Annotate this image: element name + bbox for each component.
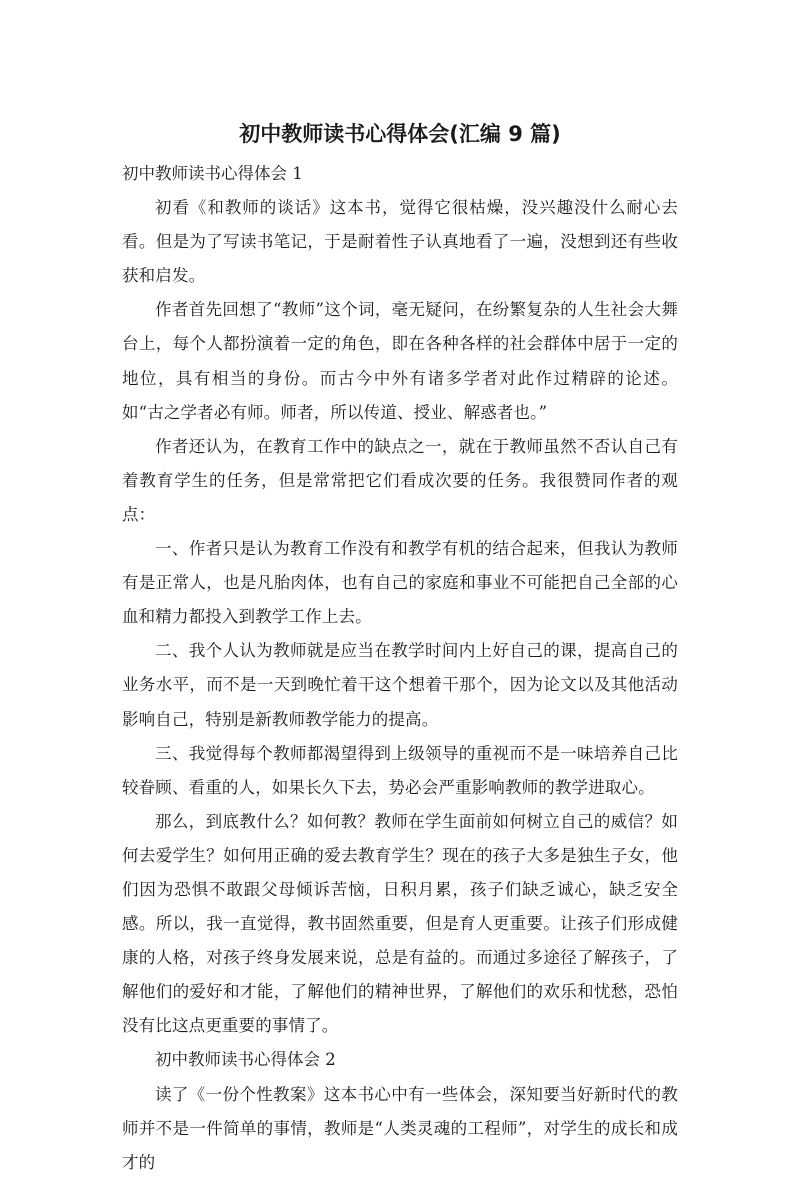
paragraph: 那么，到底教什么？如何教？教师在学生面前如何树立自己的威信？如何去爱学生？如何用正确的爱去教育学生？现在的孩子大多是独生子女，他们因为恐惧不敢跟父母倾诉苦恼，日积月累，孩子们缺乏诚心，缺乏安全感。所以，我一直觉得，教书固然重要，但是育人更重要。让孩子们形成健康的人格，对孩子终身发展来说，总是有益的。而通过多途径了解孩子，了解他们的爱好和才能，了解他们的精神世界，了解他们的欢乐和忧愁，恐怕没有比这点更重要的事情了。 — [122, 811, 678, 1036]
paragraph: 三、我觉得每个教师都渴望得到上级领导的重视而不是一味培养自己比较眷顾、看重的人，如果长久下去，势必会严重影响教师的教学进取心。 — [122, 743, 678, 797]
section-heading-1: 初中教师读书心得体会 1 — [122, 164, 303, 183]
paragraph: 初看《和教师的谈话》这本书，觉得它很枯燥，没兴趣没什么耐心去看。但是为了写读书笔记，于是耐着性子认真地看了一遍，没想到还有些收获和启发。 — [122, 198, 678, 286]
paragraph: 读了《一份个性教案》这本书心中有一些体会，深知要当好新时代的教师并不是一件简单的事情，教师是“人类灵魂的工程师”，对学生的成长和成才的 — [122, 1084, 678, 1172]
paragraph: 一、作者只是认为教育工作没有和教学有机的结合起来，但我认为教师有是正常人，也是凡胎肉体，也有自己的家庭和事业不可能把自己全部的心血和精力都投入到教学工作上去。 — [122, 539, 678, 627]
paragraph: 作者首先回想了“教师”这个词，毫无疑问，在纷繁复杂的人生社会大舞台上，每个人都扮演着一定的角色，即在各种各样的社会群体中居于一定的地位，具有相当的身份。而古今中外有诸多学者对此作过精辟的论述。如“古之学者必有师。师者，所以传道、授业、解惑者也。” — [122, 300, 678, 422]
section-heading-2: 初中教师读书心得体会 2 — [155, 1050, 336, 1070]
paragraph: 作者还认为，在教育工作中的缺点之一，就在于教师虽然不否认自己有着教育学生的任务，但是常常把它们看成次要的任务。我很赞同作者的观点： — [122, 436, 678, 524]
document-title: 初中教师读书心得体会(汇编 9 篇) — [239, 122, 561, 146]
document-body — [122, 157, 678, 1180]
paragraph: 二、我个人认为教师就是应当在教学时间内上好自己的课，提高自己的业务水平，而不是一天到晚忙着干这个想着干那个，因为论文以及其他活动影响自己，特别是新教师教学能力的提高。 — [122, 641, 678, 729]
